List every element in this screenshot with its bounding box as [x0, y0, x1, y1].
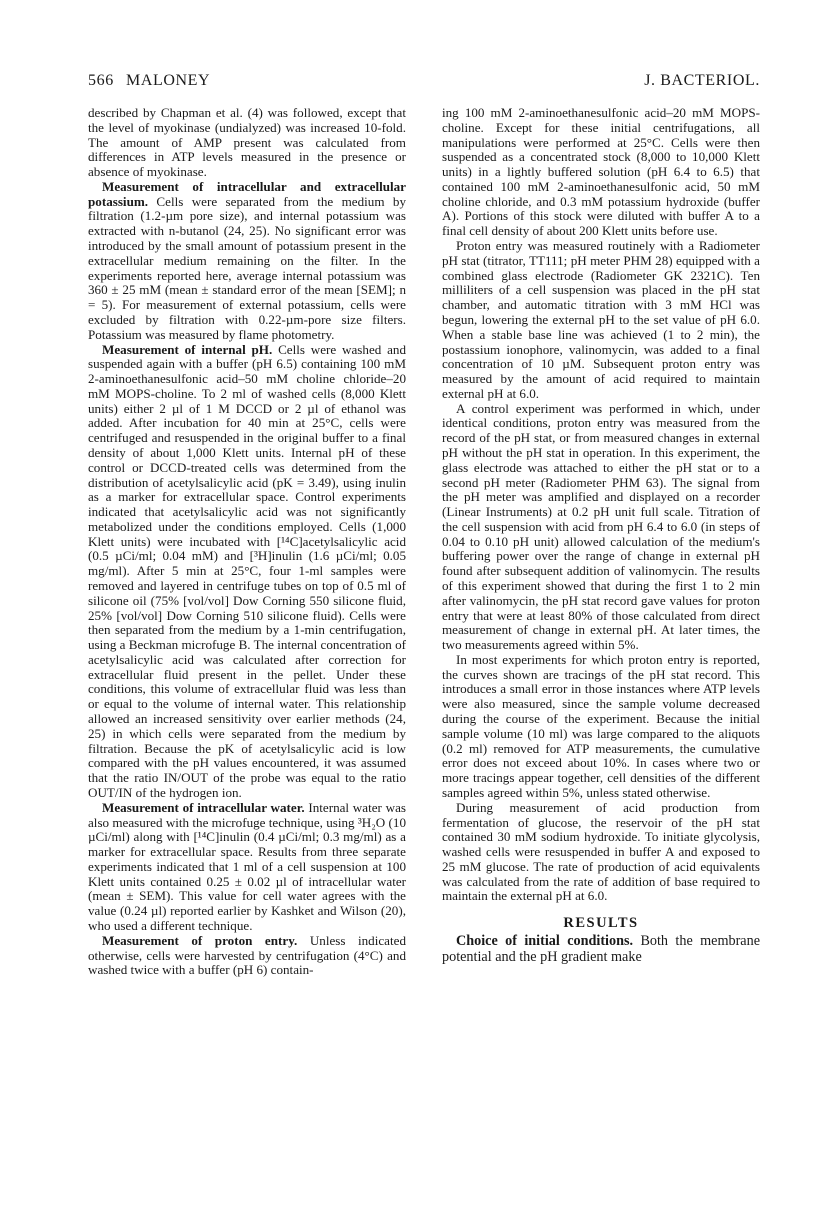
paragraph: In most experiments for which proton entry is reported, the curves shown are tracings of the pH stat record. This introduces a small error in those instances where ATP levels were also measured, since the sample volume decreased during the course of the experiment. Because the initial sample volume (10 ml) was large compared to the aliquots (0.2 ml) removed for ATP measurements, the cumulative error does not exceed about 10%. In cases where two or more tracings appear together, cell densities of the different samples agreed within 5%, unless stated otherwise.	[442, 651, 760, 800]
potassium-text: Cells were separated from the medium by filtration (1.2-µm pore size), and internal potassium was extracted with n-butanol (24, 25). No significant error was introduced by the small amount of potassium present in the extracellular medium remaining on the filter. In the experiments reported here, average internal potassium was 360 ± 25 mM (mean ± standard error of the mean [SEM]; n = 5). For measurement of external potassium, cells were excluded by filtration with 0.22-µm-pore size filters. Potassium was measured by flame photometry.	[88, 193, 406, 342]
water-text: Internal water was also measured with the microfuge technique, using ³H₂O (10 µCi/ml) along with [¹⁴C]inulin (0.4 µCi/ml; 0.3 mg/ml) as a marker for extracellular space. Results from three separate experiments indicated that 1 ml of a cell suspension at 100 Klett units contained 0.25 ± 0.02 µl of intracellular water (mean ± SEM). This value for cell water agrees with the value (0.24 µl) reported earlier by Kashket and Wilson (20), who used a different technique.	[88, 799, 406, 933]
results-heading: RESULTS	[563, 915, 639, 932]
section-internal-ph	[88, 343, 406, 801]
page-number: 566	[88, 72, 114, 89]
section-potassium	[88, 180, 406, 343]
potassium-heading: Measurement of intracellular and extracellular potassium.	[88, 178, 406, 209]
paragraph: During measurement of acid production from fermentation of glucose, the reservoir of the pH stat contained 30 mM sodium hydroxide. To initiate glycolysis, washed cells were resuspended in buffer A and exposed to 25 mM glucose. The rate of production of acid equivalents was calculated from the rate of addition of base required to maintain the external pH at 6.0.	[442, 799, 760, 904]
paragraph-continuation: described by Chapman et al. (4) was followed, except that the level of myokinase (undialyzed) was increased 10-fold. The amount of AMP present was calculated from differences in ATP levels measured in the presence or absence of myokinase.	[88, 105, 406, 180]
choice-heading: Choice of initial conditions.	[456, 932, 634, 949]
right-column	[442, 106, 760, 965]
choice-text: Both the membrane potential and the pH gradient make	[442, 932, 760, 965]
running-header	[88, 72, 760, 94]
paragraph: A control experiment was performed in which, under identical conditions, proton entry was measured from the record of the pH stat, or from measured changes in external pH without the pH stat in operation. In this experiment, the glass electrode was attached to either the pH stat or to a second pH meter (Radiometer PHM 63). The signal from the pH meter was amplified and displayed on a recorder (Linear Instruments) at 0.2 pH unit full scale. Titration of the cell suspension with acid from pH 6.4 to 6.0 (in steps of 0.04 to 0.10 pH unit) allowed calculation of the medium's buffering power over the range of change in external pH found after subsequent addition of valinomycin. The results of this experiment showed that during the first 1 to 2 min after valinomycin, the pH stat record gave values for proton entry that were at least 80% of those calculated from direct measurement of change in external pH. At later times, the two measurements agreed within 5%.	[442, 400, 760, 653]
section-choice-conditions	[442, 934, 760, 965]
running-author: MALONEY	[126, 72, 211, 89]
internal-ph-text: Cells were washed and suspended again with a buffer (pH 6.5) containing 100 mM 2-aminoethanesulfonic acid–50 mM choline chloride–20 mM MOPS-choline. To 2 ml of washed cells (8,000 Klett units) either 2 µl of 1 M DCCD or 2 µl of ethanol was added. After incubation for 40 min at 25°C, cells were centrifuged and resuspended in the original buffer to a final density of about 1,000 Klett units. Internal pH of these control or DCCD-treated cells was determined from the distribution of acetylsalicylic acid (pK = 3.49), using inulin as a marker for extracellular space. Control experiments indicated that acetylsalicylic acid was not significantly metabolized under the conditions employed. Cells (1,000 Klett units) were incubated with [¹⁴C]acetylsalicylic acid (0.5 µCi/ml; 0.04 mM) and [³H]inulin (1.6 µCi/ml; 0.05 mg/ml). After 5 min at 25°C, four 1-ml samples were removed and layered in centrifuge tubes on top of 0.5 ml of silicone oil (75% [vol/vol] Dow Corning 550 silicone fluid, 25% [vol/vol] Dow Corning 510 silicone fluid). Cells were then separated from the medium by a 1-min centrifugation, using a Beckman microfuge B. The internal concentration of acetylsalicylic acid was calculated after correction for extracellular fluid present in the pellet. Under these conditions, this volume of extracellular fluid was less than or equal to the volume of internal water. This relationship allowed an increased sensitivity over earlier methods (24, 25) in which cells were separated from the medium by filtration. Because the pK of acetylsalicylic acid is low compared with the pH values encountered, it was assumed that the ratio IN/OUT of the probe was equal to the ratio OUT/IN of the hydrogen ion.	[88, 341, 407, 800]
section-proton-entry	[88, 934, 406, 978]
internal-ph-heading: Measurement of internal pH.	[102, 341, 273, 357]
left-column	[88, 106, 406, 978]
journal-name: J. BACTERIOL.	[644, 72, 760, 89]
section-intracellular-water	[88, 801, 406, 934]
water-heading: Measurement of intracellular water.	[102, 799, 305, 815]
paragraph: Proton entry was measured routinely with a Radiometer pH stat (titrator, TT111; pH meter PHM 28) equipped with a combined glass electrode (Radiometer GK 2321C). Ten milliliters of a cell suspension was placed in the pH stat chamber, and automatic titration with 3 mM HCl was begun, lowering the external pH to the set value of pH 6.0. When a stable base line was achieved (1 to 2 min), the postassium ionophore, valinomycin, was added to a final concentration of 10 µM. Subsequent proton entry was measured by the amount of acid required to maintain external pH at 6.0.	[442, 238, 760, 401]
paragraph-continuation: ing 100 mM 2-aminoethanesulfonic acid–20 mM MOPS-choline. Except for these initial centrifugations, all manipulations were performed at 25°C. Cells were then suspended as a concentrated stock (8,000 to 10,000 Klett units) in a lightly buffered solution (pH 6.4 to 6.5) that contained 100 mM 2-aminoethanesulfonic acid, 50 mM choline chloride, and 0.3 mM potassium hydroxide (buffer A). Portions of this stock were diluted with buffer A to a final cell density of about 200 Klett units before use.	[442, 105, 760, 239]
proton-heading: Measurement of proton entry.	[102, 932, 298, 948]
proton-text: Unless indicated otherwise, cells were harvested by centrifugation (4°C) and washed twice with a buffer (pH 6) contain-	[88, 932, 406, 978]
